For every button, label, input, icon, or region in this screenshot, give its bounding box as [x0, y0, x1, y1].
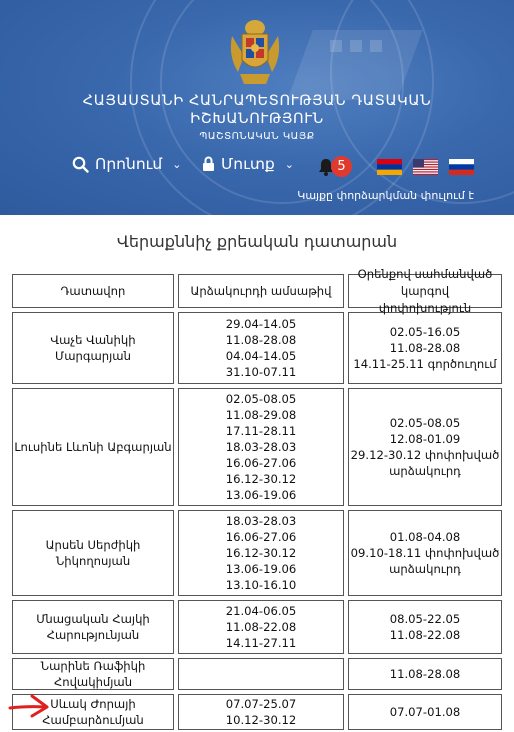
- us-flag-icon[interactable]: [413, 159, 438, 175]
- judge-cell-line: Հովակիմյան: [53, 675, 133, 689]
- table-row: [10, 310, 504, 386]
- vacation-cell-line: 04.04-14.05: [225, 349, 297, 363]
- russian-flag-icon[interactable]: [449, 159, 474, 175]
- table-row: [10, 386, 504, 508]
- lock-icon: [202, 156, 215, 172]
- judge-cell-line: Նիկողոսյան: [55, 554, 131, 568]
- vacation-cell: [178, 694, 344, 730]
- change-cell: [348, 658, 502, 690]
- change-cell-line: 12.08-01.09: [389, 432, 461, 446]
- login-label: Մուտք: [221, 155, 275, 173]
- watermark-building: [370, 40, 382, 52]
- header-change: [348, 266, 502, 315]
- change-cell-line: 11.08-28.08: [389, 667, 461, 681]
- judge-cell-line: Համբարձումյան: [42, 713, 144, 727]
- vacation-cell-line: 21.04-06.05: [225, 604, 297, 618]
- judge-cell: [12, 600, 174, 654]
- vacation-cell-line: 13.06-19.06: [225, 488, 297, 502]
- table-row: [10, 656, 504, 692]
- vacation-cell-line: 07.07-25.07: [225, 697, 297, 711]
- change-cell-line: 14.11-25.11 գործուղում: [353, 357, 497, 371]
- judge-cell-line: Հարությունյան: [46, 628, 140, 642]
- change-cell-line: 29.12-30.12 փոփոխված: [350, 448, 500, 462]
- change-cell-line: 09.10-18.11 փոփոխված: [350, 546, 500, 560]
- judge-cell-line: Սևակ Ժորայի: [50, 697, 136, 711]
- judge-cell: [12, 312, 174, 384]
- change-cell: [348, 600, 502, 654]
- red-arrow-annotation-icon: [6, 692, 50, 718]
- change-cell-line: 08.05-22.05: [389, 612, 461, 626]
- table-header-row: [10, 272, 504, 310]
- vacation-cell: [178, 600, 344, 654]
- table-row: [10, 598, 504, 656]
- vacation-cell-line: 11.08-22.08: [225, 620, 297, 634]
- vacation-cell-line: 16.06-27.06: [225, 530, 297, 544]
- change-cell-line: 02.05-08.05: [389, 416, 461, 430]
- judge-cell-line: Մարգարյան: [55, 349, 131, 363]
- header-change-text: Օրենքով սահմանված կարգով փոփոխություն: [357, 266, 493, 315]
- vacation-cell-line: 29.04-14.05: [225, 317, 297, 331]
- vacation-cell: [178, 312, 344, 384]
- change-cell-line: 01.08-04.08: [389, 530, 461, 544]
- notification-badge: 5: [331, 156, 352, 177]
- search-label: Որոնում: [95, 155, 163, 173]
- change-cell: [348, 312, 502, 384]
- login-button[interactable]: [202, 155, 294, 173]
- judge-cell-line: Վաչե Վանիկի: [50, 333, 136, 347]
- judge-cell-line: Արսեն Սերժիկի: [45, 538, 141, 552]
- vacation-cell: [178, 388, 344, 506]
- search-button[interactable]: [72, 155, 181, 173]
- vacation-cell-line: 16.06-27.06: [225, 456, 297, 470]
- judge-cell-line: Նարինե Ռաֆիկի: [40, 659, 146, 673]
- page-title: Վերաքննիչ քրեական դատարան: [116, 232, 398, 251]
- vacation-cell-line: 16.12-30.12: [225, 546, 297, 560]
- change-cell-line: 11.08-22.08: [389, 628, 461, 642]
- judge-cell: [12, 658, 174, 690]
- site-subtitle: ՊԱՇՏՈՆԱԿԱՆ ԿԱՅՔ: [199, 131, 315, 142]
- search-icon: [72, 156, 89, 173]
- site-header: [0, 0, 514, 215]
- vacation-cell-line: 10.12-30.12: [225, 713, 297, 727]
- site-notice: Կայքը փորձարկման փուլում է: [297, 189, 474, 202]
- vacation-cell-line: 17.11-28.11: [225, 424, 297, 438]
- change-cell-line: 11.08-28.08: [389, 341, 461, 355]
- coat-of-arms-icon: [226, 16, 284, 90]
- table-row: [10, 692, 504, 732]
- vacation-cell-line: 16.12-30.12: [225, 472, 297, 486]
- change-cell-line: 02.05-16.05: [389, 325, 461, 339]
- top-nav: [0, 155, 514, 181]
- vacation-cell-line: 13.06-19.06: [225, 562, 297, 576]
- judge-cell: [12, 388, 174, 506]
- notifications-button[interactable]: [317, 155, 351, 179]
- site-title-line2: ԻՇԽԱՆՈՒԹՅՈՒՆ: [190, 111, 324, 127]
- change-cell: [348, 510, 502, 596]
- watermark-building: [330, 40, 342, 52]
- judge-cell-line: Մնացական Հայկի: [36, 612, 150, 626]
- judge-cell-line: Լուսինե Լևոնի Աբգարյան: [14, 440, 172, 454]
- change-cell: [348, 694, 502, 730]
- chevron-down-icon: ⌄: [172, 157, 182, 171]
- vacation-cell-line: 11.08-28.08: [225, 333, 297, 347]
- header-vacation: Արձակուրդի ամսաթիվ: [178, 274, 344, 308]
- change-cell: [348, 388, 502, 506]
- change-cell-line: արձակուրդ: [389, 464, 461, 478]
- table-row: [10, 508, 504, 598]
- vacation-cell-line: 02.05-08.05: [225, 392, 297, 406]
- vacation-cell-line: 18.03-28.03: [225, 514, 297, 528]
- vacation-cell-line: 14.11-27.11: [225, 636, 297, 650]
- vacation-cell-line: 18.03-28.03: [225, 440, 297, 454]
- vacation-cell: [178, 658, 344, 690]
- site-title-line1: ՀԱՅԱՍՏԱՆԻ ՀԱՆՐԱՊԵՏՈՒԹՅԱՆ ԴԱՏԱԿԱՆ: [82, 93, 432, 109]
- armenian-flag-icon[interactable]: [377, 159, 402, 175]
- chevron-down-icon: ⌄: [284, 157, 294, 171]
- judge-cell: [12, 510, 174, 596]
- header-judge: Դատավոր: [12, 274, 174, 308]
- change-cell-line: 07.07-01.08: [389, 705, 461, 719]
- vacation-cell-line: 31.10-07.11: [225, 365, 297, 379]
- vacation-cell-line: 11.08-29.08: [225, 408, 297, 422]
- vacation-cell-line: 13.10-16.10: [225, 578, 297, 592]
- change-cell-line: արձակուրդ: [389, 562, 461, 576]
- watermark-building: [350, 40, 362, 52]
- vacation-cell: [178, 510, 344, 596]
- vacation-table: [10, 266, 504, 732]
